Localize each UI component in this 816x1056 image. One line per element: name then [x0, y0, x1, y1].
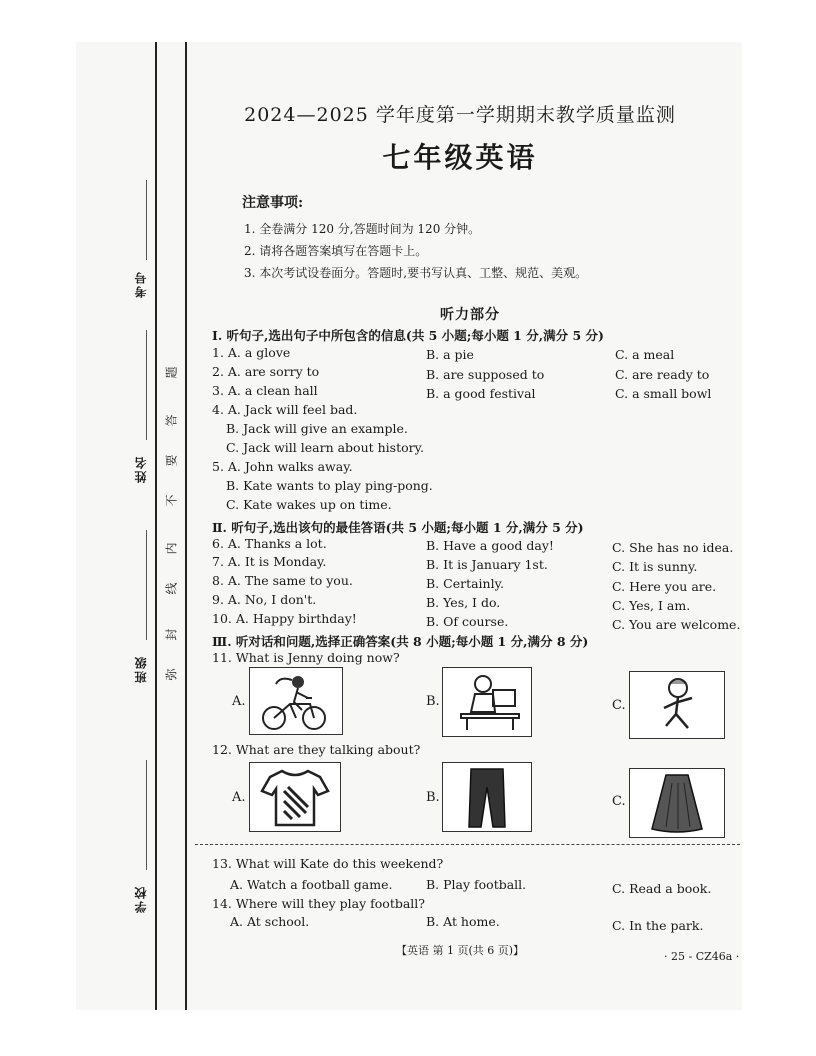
q12-label-a: A. [232, 790, 246, 805]
seal-word: 封 [164, 628, 179, 641]
exam-title: 2024—2025 学年度第一学期期末教学质量监测 [244, 104, 676, 126]
q9-option-b: B. Yes, I do. [426, 595, 501, 610]
q9-option-c: C. Yes, I am. [612, 598, 691, 613]
note-item: 1. 全卷满分 120 分,答题时间为 120 分钟。 [244, 222, 481, 236]
monitor-icon [493, 690, 515, 706]
q5-option-c: C. Kate wakes up on time. [226, 497, 392, 512]
seal-word: 要 [164, 454, 179, 467]
trousers-icon [469, 769, 505, 827]
girl-head-icon [292, 676, 304, 688]
person-head-icon [475, 676, 491, 692]
q11-label-c: C. [612, 698, 626, 713]
q3-option-b: B. a good festival [426, 386, 536, 401]
paper-code: · 25 - CZ46a · [664, 950, 740, 963]
q11-image-c [629, 671, 725, 739]
xingming-line [146, 330, 147, 440]
q8-option-b: B. Certainly. [426, 576, 504, 591]
q7-option-c: C. It is sunny. [612, 559, 698, 574]
q4-option-b: B. Jack will give an example. [226, 421, 408, 436]
q11-image-a [249, 667, 343, 735]
xuexiao-line [146, 760, 147, 870]
q5-option-b: B. Kate wants to play ping-pong. [226, 478, 433, 493]
q2-option-b: B. are supposed to [426, 367, 545, 382]
seal-word: 答 [164, 414, 179, 427]
t-shirt-icon [262, 771, 328, 825]
exam-subject-title: 七年级英语 [382, 141, 538, 174]
q4-option-a: 4. A. Jack will feel bad. [212, 402, 358, 417]
q6-option-c: C. She has no idea. [612, 540, 734, 555]
q11-label-b: B. [426, 694, 440, 709]
q2-option-a: 2. A. are sorry to [212, 364, 320, 379]
q13-option-c: C. Read a book. [612, 881, 712, 896]
margin-line-outer [155, 42, 157, 1010]
q14-stem: 14. Where will they play football? [212, 896, 426, 911]
q5-option-a: 5. A. John walks away. [212, 459, 353, 474]
margin-label-kaohao: 考号 [134, 270, 148, 298]
margin-label-banji: 班级 [134, 655, 148, 683]
seal-word: 弥 [164, 668, 179, 681]
q1-option-a: 1. A. a glove [212, 345, 291, 360]
q13-option-b: B. Play football. [426, 877, 527, 892]
seal-word: 线 [164, 582, 179, 595]
margin-label-xingming: 姓名 [134, 455, 148, 483]
q10-option-c: C. You are welcome. [612, 617, 741, 632]
section1-heading: Ⅰ. 听句子,选出句子中所包含的信息(共 5 小题;每小题 1 分,满分 5 分) [212, 328, 604, 343]
q1-option-b: B. a pie [426, 347, 474, 362]
q10-option-a: 10. A. Happy birthday! [212, 611, 357, 626]
q12-stem: 12. What are they talking about? [212, 742, 421, 757]
q14-option-b: B. At home. [426, 914, 500, 929]
q7-option-b: B. It is January 1st. [426, 557, 548, 572]
section3-heading: Ⅲ. 听对话和问题,选择正确答案(共 8 小题;每小题 1 分,满分 8 分) [212, 634, 589, 649]
q6-option-a: 6. A. Thanks a lot. [212, 536, 327, 551]
margin-line-inner [185, 42, 187, 1010]
q6-option-b: B. Have a good day! [426, 538, 554, 553]
seal-word: 题 [164, 366, 179, 379]
q2-option-c: C. are ready to [615, 367, 710, 382]
kaohao-line [146, 180, 147, 260]
q12-image-c [629, 768, 725, 838]
q3-option-a: 3. A. a clean hall [212, 383, 318, 398]
cut-line [195, 844, 740, 845]
q7-option-a: 7. A. It is Monday. [212, 554, 327, 569]
q8-option-a: 8. A. The same to you. [212, 573, 353, 588]
seal-word: 内 [164, 542, 179, 555]
q12-label-c: C. [612, 794, 626, 809]
q11-stem: 11. What is Jenny doing now? [212, 650, 400, 665]
q13-option-a: A. Watch a football game. [230, 877, 393, 892]
listening-heading: 听力部分 [440, 307, 500, 323]
q8-option-c: C. Here you are. [612, 579, 717, 594]
notes-heading: 注意事项: [242, 195, 304, 211]
q3-option-c: C. a small bowl [615, 386, 712, 401]
q1-option-c: C. a meal [615, 347, 675, 362]
q12-label-b: B. [426, 790, 440, 805]
q13-stem: 13. What will Kate do this weekend? [212, 856, 444, 871]
note-item: 2. 请将各题答案填写在答题卡上。 [244, 244, 428, 258]
q14-option-c: C. In the park. [612, 918, 704, 933]
page-footer: 【英语 第 1 页(共 6 页)】 [396, 944, 525, 957]
q10-option-b: B. Of course. [426, 614, 509, 629]
banji-line [146, 530, 147, 640]
q12-image-a [249, 762, 341, 832]
margin-label-xuexiao: 学校 [134, 885, 148, 913]
seal-word: 不 [164, 494, 179, 507]
section2-heading: Ⅱ. 听句子,选出该句的最佳答语(共 5 小题;每小题 1 分,满分 5 分) [212, 520, 584, 535]
q14-option-a: A. At school. [230, 914, 310, 929]
q4-option-c: C. Jack will learn about history. [226, 440, 424, 455]
skirt-icon [652, 775, 702, 832]
q12-image-b [442, 762, 532, 832]
note-item: 3. 本次考试设卷面分。答题时,要书写认真、工整、规范、美观。 [244, 266, 588, 280]
q11-image-b [442, 667, 532, 737]
q11-label-a: A. [232, 694, 246, 709]
q9-option-a: 9. A. No, I don't. [212, 592, 317, 607]
